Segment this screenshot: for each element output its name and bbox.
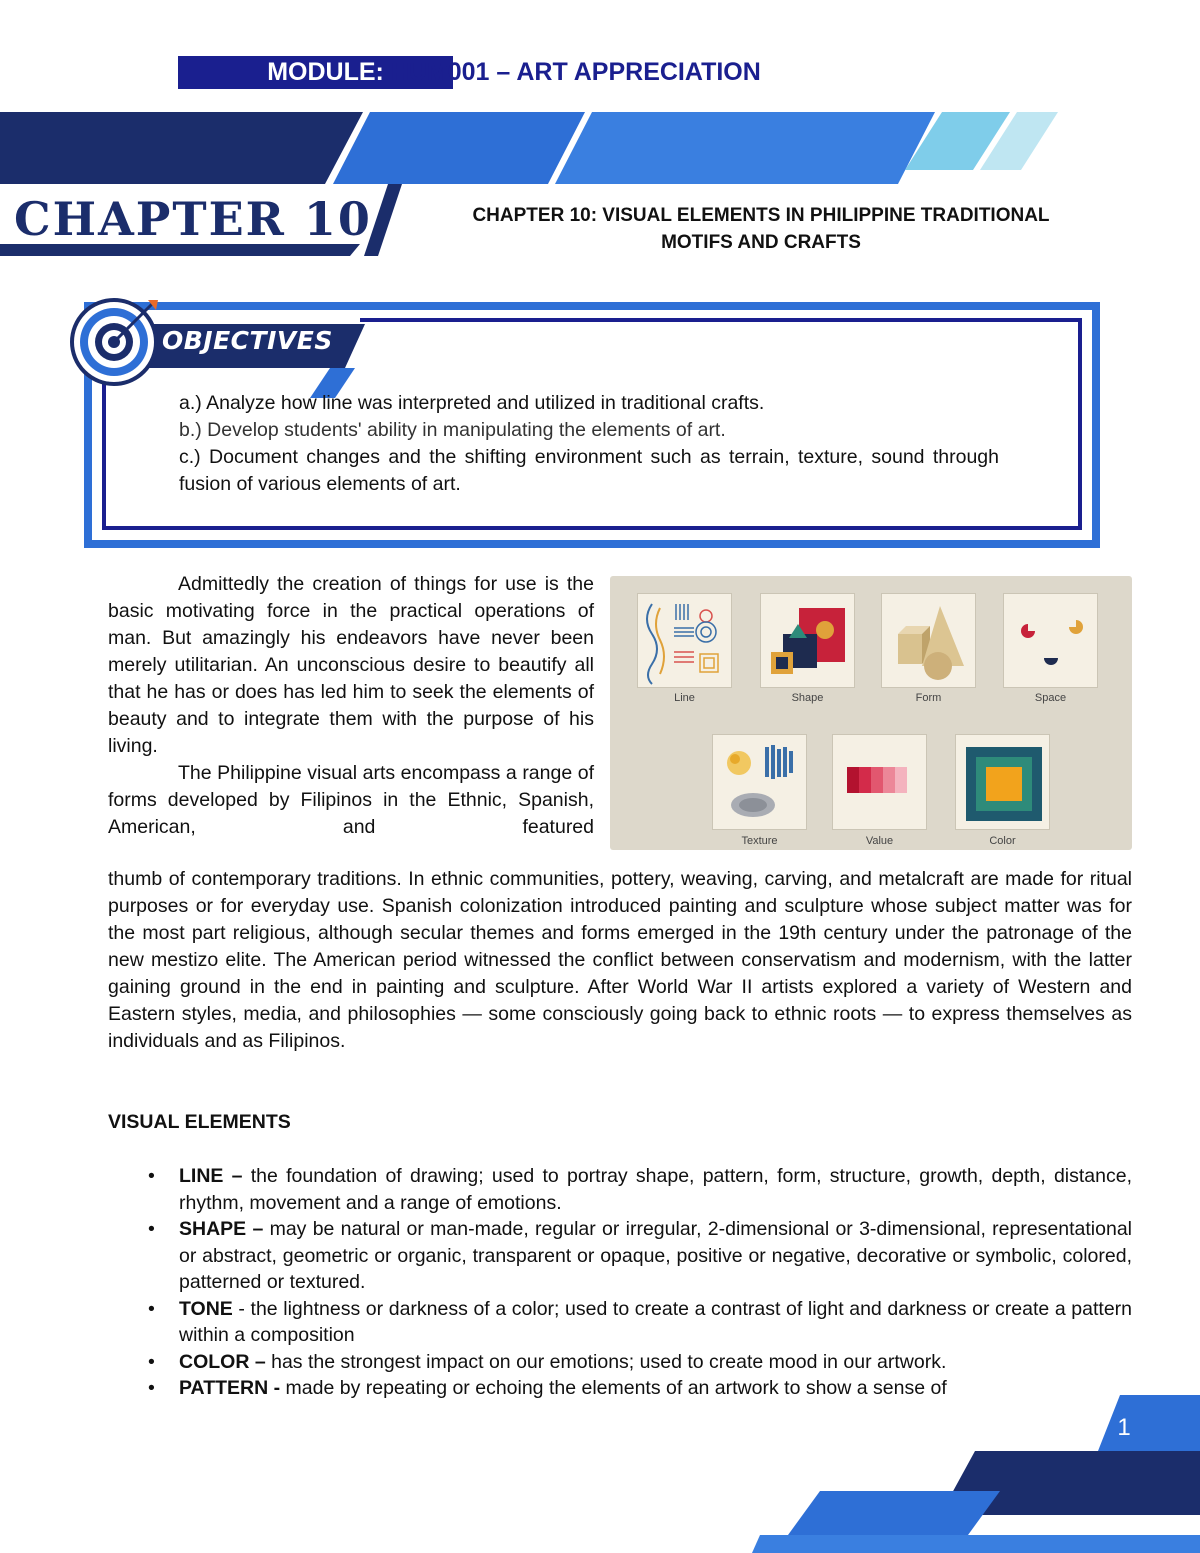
value-label: Value: [865, 835, 894, 847]
space-art-icon: [1004, 594, 1099, 689]
intro-paragraph-2-start: The Philippine visual arts encompass a range of forms developed by Filipinos in the Ethnic, Spanish, American, and featured: [108, 762, 594, 838]
visual-elements-list: [148, 1163, 1132, 1402]
list-item: [148, 1296, 1132, 1349]
intro-paragraph-1: Admittedly the creation of things for use is the basic motivating force in the practical operations of man. But amazingly his endeavors have never been merely utilitarian. An unconscious desire to beautify all that he has or does has led him to seek the elements of beauty and to integrate them with the purpose of his living.: [108, 573, 594, 757]
target-icon: [72, 300, 158, 384]
list-item: [148, 1349, 1132, 1376]
bullet-icon: •: [148, 1165, 155, 1187]
element-description: may be natural or man-made, regular or irregular, 2-dimensional or 3-dimensional, representational or abstract, geometric or organic, transparent or opaque, positive or negative, decorative or symbolic, colored, patterned or textured.: [179, 1218, 1132, 1293]
bullet-icon: •: [148, 1377, 155, 1399]
shape-label: Shape: [791, 692, 824, 704]
objectives-label: OBJECTIVES: [162, 326, 333, 355]
texture-art-icon: [713, 735, 808, 831]
form-art-icon: [882, 594, 977, 689]
shape-art-icon: [761, 594, 856, 689]
bullet-icon: •: [148, 1350, 155, 1373]
bullet-icon: •: [148, 1218, 155, 1240]
objective-item: c.) Document changes and the shifting environment such as terrain, texture, sound through fusion of various elements of art.: [179, 446, 999, 495]
color-card: [955, 734, 1050, 830]
elements-of-art-illustration: [610, 576, 1132, 850]
objective-item: a.) Analyze how line was interpreted and utilized in traditional crafts.: [179, 392, 765, 414]
module-header-text: [178, 56, 850, 89]
element-description: the foundation of drawing; used to portray shape, pattern, form, structure, growth, depth, distance, rhythm, movement and a range of emotions.: [179, 1165, 1132, 1214]
value-art-icon: [833, 735, 928, 831]
intro-paragraph-2-continued: thumb of contemporary traditions. In ethnic communities, pottery, weaving, carving, and metalcraft are made for ritual purposes or for everyday use. Spanish colonization introduced painting and sculpture whose subject matter was for the most part religious, although secular themes and forms emerged in the 19th century under the patronage of the new mestizo elite. The American period witnessed the conflict between conservatism and modernism, with the latter gaining ground in the end in painting and sculpture. After World War II artists explored a variety of Western and Eastern styles, media, and philosophies — some consciously going back to ethnic roots — to express themselves as individuals and as Filipinos.: [108, 868, 1132, 1052]
chapter-badge: CHAPTER 10: [14, 192, 372, 246]
color-art-icon: [956, 735, 1051, 831]
element-term: LINE –: [179, 1165, 243, 1187]
chapter-title-line-2: MOTIFS AND CRAFTS: [661, 232, 861, 253]
footer-stripe-bottom: [752, 1535, 1200, 1553]
value-card: [832, 734, 927, 830]
list-item: [148, 1216, 1132, 1296]
visual-elements-heading: VISUAL ELEMENTS: [108, 1111, 291, 1133]
banner-stripe-navy: [0, 112, 363, 184]
page-number: 1: [1117, 1414, 1131, 1441]
list-item: [148, 1163, 1132, 1216]
module-header: [178, 56, 850, 89]
element-term: PATTERN -: [179, 1377, 281, 1399]
form-card: [881, 593, 976, 688]
element-description: - the lightness or darkness of a color; used to create a contrast of light and darkness or create a pattern within a composition: [179, 1297, 1132, 1346]
space-label: Space: [1034, 692, 1067, 704]
element-term: TONE: [179, 1297, 233, 1320]
texture-label: Texture: [741, 835, 778, 847]
shape-card: [760, 593, 855, 688]
banner-stripe-blue-2: [555, 112, 935, 184]
element-term: COLOR –: [179, 1350, 266, 1373]
objectives-list: [179, 390, 999, 498]
form-label: Form: [915, 692, 942, 704]
intro-column: [108, 571, 594, 841]
footer-stripe-blue: [788, 1491, 1000, 1535]
line-card: [637, 593, 732, 688]
color-label: Color: [989, 835, 1016, 847]
chapter-title: [396, 202, 1126, 256]
space-card: [1003, 593, 1098, 688]
objective-item: b.) Develop students' ability in manipulating the elements of art.: [179, 419, 726, 441]
texture-card: [712, 734, 807, 830]
line-label: Line: [674, 692, 695, 704]
line-art-icon: [638, 594, 733, 689]
element-description: has the strongest impact on our emotions; used to create mood in our artwork.: [265, 1350, 947, 1373]
element-description: made by repeating or echoing the elements of an artwork to show a sense of: [280, 1377, 947, 1399]
chapter-title-line-1: CHAPTER 10: VISUAL ELEMENTS IN PHILIPPINE TRADITIONAL: [472, 205, 1050, 226]
module-prefix: MODULE:: [267, 58, 384, 86]
bullet-icon: •: [148, 1297, 155, 1320]
element-term: SHAPE –: [179, 1218, 264, 1240]
module-title: HUM001 – ART APPRECIATION: [383, 58, 761, 86]
banner-stripe-blue: [333, 112, 585, 184]
